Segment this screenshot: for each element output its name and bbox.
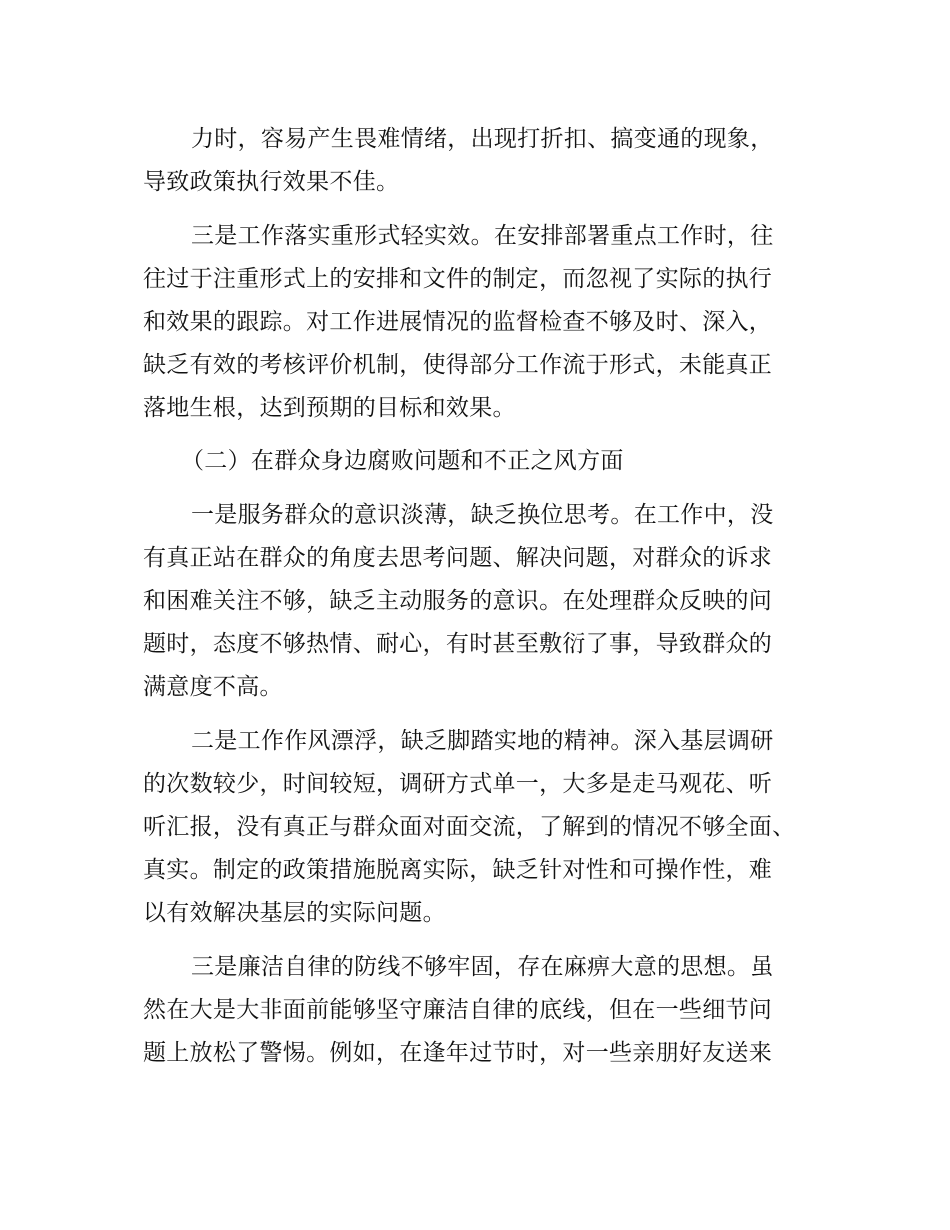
text-line: 三是工作落实重形式轻实效。在安排部署重点工作时，往 <box>191 223 774 249</box>
text-line: 真实。制定的政策措施脱离实际，缺乏针对性和可操作性，难 <box>143 857 773 883</box>
text-line: 导致政策执行效果不佳。 <box>143 169 400 195</box>
text-line: 缺乏有效的考核评价机制，使得部分工作流于形式，未能真正 <box>143 352 773 378</box>
text-line: 三是廉洁自律的防线不够牢固，存在麻痹大意的思想。虽 <box>191 954 774 980</box>
text-line: 二是工作作风漂浮，缺乏脚踏实地的精神。深入基层调研 <box>191 728 774 754</box>
text-line: 以有效解决基层的实际问题。 <box>143 900 446 926</box>
text-line: 和效果的跟踪。对工作进展情况的监督检查不够及时、深入， <box>143 309 773 335</box>
text-line: 落地生根，达到预期的目标和效果。 <box>143 395 516 421</box>
text-line: 有真正站在群众的角度去思考问题、解决问题，对群众的诉求 <box>143 545 773 571</box>
text-line: 和困难关注不够，缺乏主动服务的意识。在处理群众反映的问 <box>143 588 773 614</box>
text-line: 然在大是大非面前能够坚守廉洁自律的底线，但在一些细节问 <box>143 997 773 1023</box>
section-heading: （二）在群众身边腐败问题和不正之风方面 <box>181 448 624 474</box>
text-line: 力时，容易产生畏难情绪，出现打折扣、搞变通的现象， <box>191 126 774 152</box>
text-line: 的次数较少，时间较短，调研方式单一，大多是走马观花、听 <box>143 771 773 797</box>
text-line: 题时，态度不够热情、耐心，有时甚至敷衍了事，导致群众的 <box>143 631 773 657</box>
text-line: 一是服务群众的意识淡薄，缺乏换位思考。在工作中，没 <box>191 502 774 528</box>
text-line: 满意度不高。 <box>143 674 283 700</box>
text-line: 题上放松了警惕。例如，在逢年过节时，对一些亲朋好友送来 <box>143 1040 773 1066</box>
text-line: 往过于注重形式上的安排和文件的制定，而忽视了实际的执行 <box>143 266 773 292</box>
text-line: 听汇报，没有真正与群众面对面交流，了解到的情况不够全面、 <box>143 814 796 840</box>
